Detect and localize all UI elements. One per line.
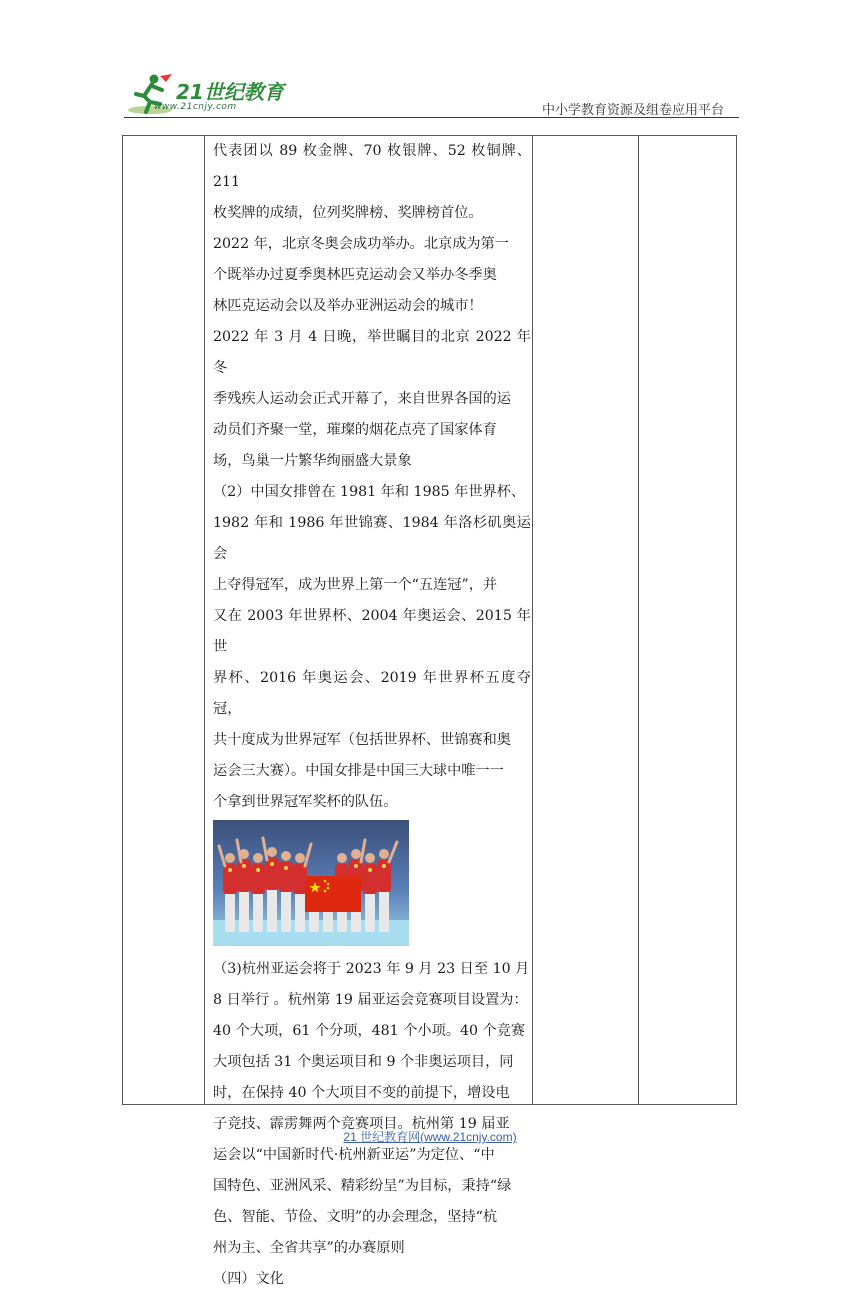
paragraph-medals [213,136,531,229]
text-line: （2）中国女排曾在 1981 年和 1985 年世界杯、 [213,484,526,500]
text-line: 枚奖牌的成绩，位列奖牌榜、奖牌榜首位。 [213,205,483,221]
text-line: 运会三大赛）。中国女排是中国三大球中唯一一 [213,763,504,779]
header-divider [124,117,739,118]
text-line: 季残疾人运动会正式开幕了，来自世界各国的运 [213,391,511,407]
text-line: 界杯、2016 年奥运会、2019 年世界杯五度夺冠， [213,670,531,717]
volleyball-team-photo [213,820,409,946]
column-divider [638,136,639,1104]
text-line: 时，在保持 40 个大项目不变的前提下，增设电 [213,1085,510,1101]
text-line: 共十度成为世界冠军（包括世界杯、世锦赛和奥 [213,732,511,748]
section-heading-culture: （四）文化 [213,1271,284,1287]
paragraph-paralympics [213,322,531,477]
text-line: 又在 2003 年世界杯、2004 年奥运会、2015 年世 [213,608,531,655]
text-line: 运会以“中国新时代·杭州新亚运”为定位、“中 [213,1147,495,1163]
text-line: 个拿到世界冠军奖杯的队伍。 [213,794,398,810]
text-line: 场，鸟巢一片繁华绚丽盛大景象 [213,453,412,469]
paragraph-womens-volleyball [213,477,531,818]
text-line: 40 个大项，61 个分项，481 个小项。40 个竞赛 [213,1023,526,1039]
logo-url: www.21cnjy.com [154,102,237,112]
text-line: （3)杭州亚运会将于 2023 年 9 月 23 日至 10 月 [213,961,530,977]
text-line: 2022 年，北京冬奥会成功举办。北京成为第一 [213,236,509,252]
footer-link[interactable]: 21 世纪教育网(www.21cnjy.com) [343,1130,517,1144]
text-line: 色、智能、节俭、文明”的办会理念，坚持“杭 [213,1209,498,1225]
column-divider [532,136,533,1104]
content-cell [213,136,531,1295]
text-line: 林匹克运动会以及举办亚洲运动会的城市！ [213,298,483,314]
text-line: 8 日举行 。杭州第 19 届亚运会竞赛项目设置为： [213,992,528,1008]
logo-text: 21世纪教育 [176,80,284,104]
text-line: 个既举办过夏季奥林匹克运动会又举办冬季奥 [213,267,497,283]
paragraph-beijing-winter-olympics [213,229,531,322]
text-line: 动员们齐聚一堂，璀璨的烟花点亮了国家体育 [213,422,497,438]
text-line: 州为主、全省共享”的办赛原则 [213,1240,405,1256]
text-line: 代表团以 89 枚金牌、70 枚银牌、52 枚铜牌、211 [213,143,531,190]
paragraph-hangzhou-asian-games [213,954,531,1264]
text-line: 大项包括 31 个奥运项目和 9 个非奥运项目，同 [213,1054,514,1070]
text-line: 国特色、亚洲风采、精彩纷呈”为目标，秉持“绿 [213,1178,512,1194]
text-line: 2022 年 3 月 4 日晚，举世瞩目的北京 2022 年冬 [213,329,531,376]
text-line: 上夺得冠军，成为世界上第一个“五连冠”，并 [213,577,498,593]
text-line: 子竞技、霹雳舞两个竞赛项目。杭州第 19 届亚 [213,1116,510,1132]
column-divider [204,136,205,1104]
text-line: 1982 年和 1986 年世锦赛、1984 年洛杉矶奥运会 [213,515,531,562]
site-logo[interactable] [124,70,294,118]
platform-title: 中小学教育资源及组卷应用平台 [541,103,724,118]
